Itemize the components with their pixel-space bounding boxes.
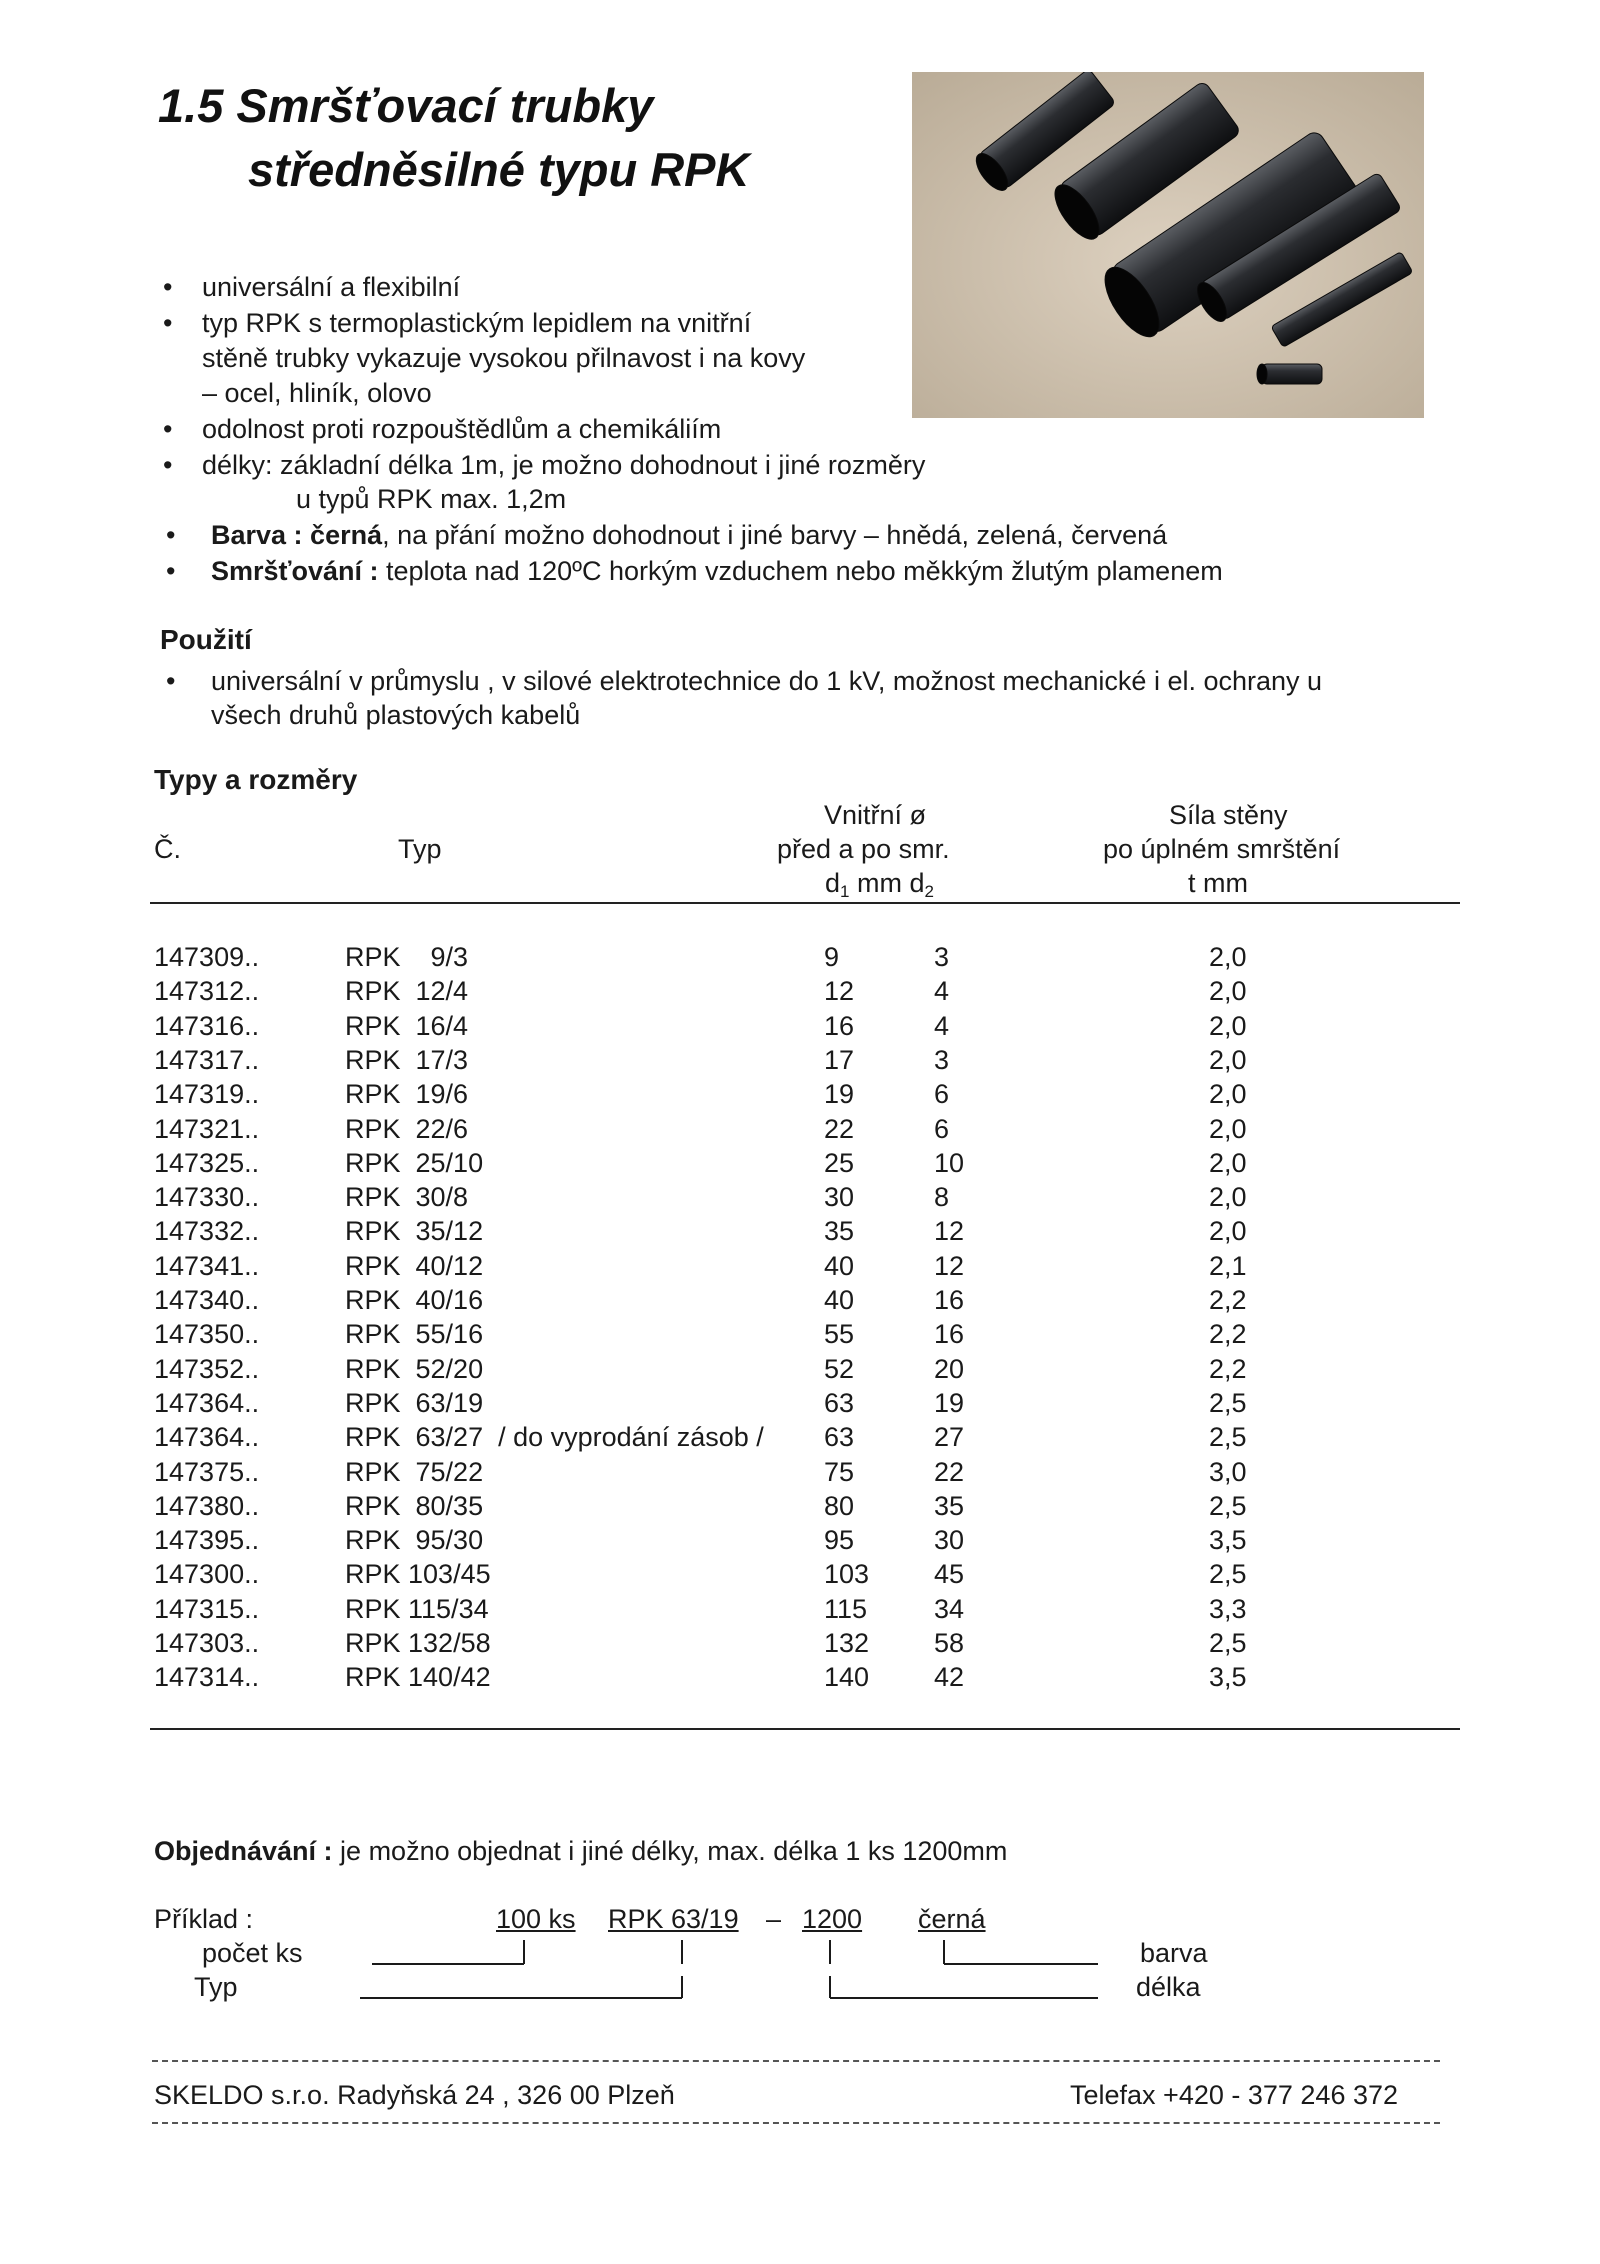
cell-wall: 2,0	[1209, 1010, 1247, 1041]
cell-number: 147340..	[154, 1285, 260, 1315]
table-row	[0, 1386, 1600, 1420]
cell-d2: 45	[934, 1559, 965, 1590]
cell-d2: 4	[934, 1010, 950, 1041]
cell-number: 147309..	[154, 942, 260, 972]
footer-company: SKELDO s.r.o. Radyňská 24 , 326 00 Plzeň	[154, 2080, 675, 2110]
table-row	[0, 974, 1600, 1008]
table-row	[0, 1420, 1600, 1454]
cell-wall: 2,5	[1209, 1559, 1247, 1590]
cell-d1: 95	[824, 1525, 855, 1556]
cell-type: RPK 22/6	[345, 1113, 469, 1144]
cell-type: RPK 30/8	[345, 1182, 469, 1213]
table-heading: Typy a rozměry	[154, 764, 358, 795]
header-type: Typ	[398, 834, 442, 864]
cell-wall: 2,2	[1209, 1285, 1247, 1315]
example-color: černá	[918, 1904, 986, 1934]
header-no: Č.	[154, 834, 181, 864]
feature-shrink	[211, 554, 1223, 589]
feature-1: universální a flexibilní	[202, 272, 461, 302]
cell-wall: 2,5	[1209, 1422, 1247, 1453]
cell-type: RPK 140/42	[345, 1662, 491, 1693]
cell-number: 147364..	[154, 1422, 260, 1453]
cell-d1: 55	[824, 1319, 855, 1350]
cell-d2: 8	[934, 1182, 950, 1213]
cell-d1: 25	[824, 1147, 855, 1178]
cell-d1: 40	[824, 1285, 855, 1315]
cell-d1: 30	[824, 1182, 855, 1213]
color-label: Barva : černá	[211, 520, 383, 550]
bullet-dot: •	[163, 272, 173, 302]
feature-4-line2: u typů RPK max. 1,2m	[296, 484, 567, 514]
footer-phone: Telefax +420 - 377 246 372	[1070, 2080, 1399, 2110]
table-row	[0, 1214, 1600, 1248]
usage-line1: universální v průmyslu , v silové elektrotechnice do 1 kV, možnost mechanické i el. ochrany u	[211, 666, 1323, 696]
header-wall-line3: t mm	[1188, 868, 1248, 898]
cell-d2: 12	[934, 1250, 965, 1281]
cell-d1: 75	[824, 1456, 855, 1487]
cell-d2: 16	[934, 1285, 965, 1315]
cell-d2: 42	[934, 1662, 965, 1693]
cell-wall: 3,5	[1209, 1662, 1247, 1693]
cell-type: RPK 75/22	[345, 1456, 484, 1487]
cell-wall: 2,0	[1209, 1044, 1247, 1075]
feature-4-line1: délky: základní délka 1m, je možno dohodnout i jiné rozměry	[202, 450, 926, 480]
feature-color	[211, 518, 1167, 553]
cell-d1: 19	[824, 1079, 855, 1110]
cell-d2: 3	[934, 942, 950, 972]
bullet-dot: •	[163, 308, 173, 338]
cell-d2: 16	[934, 1319, 965, 1350]
table-row	[0, 1249, 1600, 1283]
cell-d1: 140	[824, 1662, 870, 1693]
table-row	[0, 1043, 1600, 1077]
cell-wall: 3,3	[1209, 1593, 1247, 1624]
cell-d1: 132	[824, 1628, 870, 1658]
header-inner-line2: před a po smr.	[777, 834, 950, 864]
cell-d2: 19	[934, 1387, 965, 1418]
cell-type: RPK 115/34	[345, 1593, 489, 1624]
table-row	[0, 1283, 1600, 1317]
qty-label: počet ks	[202, 1938, 303, 1968]
table-row	[0, 1660, 1600, 1694]
example-dash: –	[766, 1904, 782, 1934]
cell-number: 147375..	[154, 1456, 260, 1487]
bullet-dot: •	[163, 414, 173, 444]
table-top-rule	[150, 902, 1460, 904]
cell-number: 147300..	[154, 1559, 260, 1590]
cell-d1: 52	[824, 1353, 855, 1384]
cell-wall: 2,0	[1209, 1182, 1247, 1213]
cell-wall: 2,0	[1209, 1216, 1247, 1247]
cell-number: 147352..	[154, 1353, 260, 1384]
cell-d2: 22	[934, 1456, 965, 1487]
feature-2-line2: stěně trubky vykazuje vysokou přilnavost i na kovy	[202, 343, 806, 373]
cell-type: RPK 9/3	[345, 942, 469, 972]
cell-d2: 58	[934, 1628, 965, 1658]
feature-2-line3: – ocel, hliník, olovo	[202, 378, 432, 408]
cell-d1: 17	[824, 1044, 855, 1075]
cell-type: RPK 35/12	[345, 1216, 484, 1247]
cell-d1: 35	[824, 1216, 855, 1247]
ordering-line	[154, 1834, 1007, 1869]
header-wall-line1: Síla stěny	[1169, 800, 1288, 830]
table-bottom-rule	[150, 1728, 1460, 1730]
cell-d2: 12	[934, 1216, 965, 1247]
cell-type: RPK 55/16	[345, 1319, 484, 1350]
cell-type: RPK 95/30	[345, 1525, 484, 1556]
cell-number: 147350..	[154, 1319, 260, 1350]
cell-d1: 63	[824, 1387, 855, 1418]
cell-number: 147303..	[154, 1628, 260, 1658]
bullet-dot: •	[166, 520, 176, 550]
table-row	[0, 1455, 1600, 1489]
table-row	[0, 1009, 1600, 1043]
cell-number: 147364..	[154, 1387, 260, 1418]
header-inner-line1: Vnitřní ø	[824, 800, 927, 830]
cell-d2: 6	[934, 1113, 950, 1144]
cell-type: RPK 40/12	[345, 1250, 484, 1281]
cell-wall: 2,2	[1209, 1353, 1247, 1384]
cell-wall: 2,2	[1209, 1319, 1247, 1350]
table-row	[0, 1557, 1600, 1591]
cell-number: 147330..	[154, 1182, 260, 1213]
cell-type: RPK 25/10	[345, 1147, 484, 1178]
table-row	[0, 1489, 1600, 1523]
cell-type: RPK 17/3	[345, 1044, 469, 1075]
cell-wall: 2,5	[1209, 1387, 1247, 1418]
cell-number: 147395..	[154, 1525, 260, 1556]
bullet-dot: •	[166, 556, 176, 586]
cell-type: RPK 63/27 / do vyprodání zásob /	[345, 1422, 764, 1453]
cell-d2: 3	[934, 1044, 950, 1075]
cell-wall: 2,5	[1209, 1490, 1247, 1521]
type-label: Typ	[194, 1972, 238, 2002]
cell-d2: 6	[934, 1079, 950, 1110]
footer-bottom-divider	[152, 2122, 1440, 2124]
cell-d2: 30	[934, 1525, 965, 1556]
cell-d1: 103	[824, 1559, 870, 1590]
color-text: , na přání možno dohodnout i jiné barvy – hnědá, zelená, červená	[382, 520, 1168, 550]
cell-number: 147315..	[154, 1593, 260, 1624]
cell-wall: 2,0	[1209, 1079, 1247, 1110]
ordering-text: je možno objednat i jiné délky, max. délka 1 ks 1200mm	[332, 1836, 1008, 1866]
cell-d2: 27	[934, 1422, 965, 1453]
cell-number: 147316..	[154, 1010, 260, 1041]
cell-type: RPK 12/4	[345, 976, 469, 1007]
cell-wall: 2,0	[1209, 1147, 1247, 1178]
page-title-line1: 1.5 Smršťovací trubky	[158, 79, 654, 132]
cell-number: 147332..	[154, 1216, 260, 1247]
cell-d2: 10	[934, 1147, 965, 1178]
d2-subscript: 2	[924, 882, 934, 901]
cell-d1: 115	[824, 1593, 868, 1624]
feature-2-line1: typ RPK s termoplastickým lepidlem na vnitřní	[202, 308, 752, 338]
cell-d1: 40	[824, 1250, 855, 1281]
table-row	[0, 1523, 1600, 1557]
cell-number: 147314..	[154, 1662, 260, 1693]
cell-type: RPK 52/20	[345, 1353, 484, 1384]
cell-wall: 2,0	[1209, 976, 1247, 1007]
cell-d2: 4	[934, 976, 950, 1007]
mm-d-text: mm d	[849, 868, 925, 898]
cell-number: 147341..	[154, 1250, 260, 1281]
table-row	[0, 1146, 1600, 1180]
table-row	[0, 940, 1600, 974]
cell-number: 147312..	[154, 976, 260, 1007]
page-title-line2: středněsilné typu RPK	[248, 143, 750, 196]
cell-number: 147380..	[154, 1490, 260, 1521]
cell-type: RPK 132/58	[345, 1628, 491, 1658]
ordering-label: Objednávání :	[154, 1836, 333, 1866]
cell-d1: 63	[824, 1422, 855, 1453]
table-row	[0, 1592, 1600, 1626]
cell-d1: 9	[824, 942, 840, 972]
example-qty: 100 ks	[496, 1904, 576, 1934]
bullet-dot: •	[163, 450, 173, 480]
cell-wall: 2,0	[1209, 1113, 1247, 1144]
table-row	[0, 1352, 1600, 1386]
usage-heading: Použití	[160, 624, 252, 655]
example-length: 1200	[802, 1904, 863, 1934]
cell-type: RPK 103/45	[345, 1559, 491, 1590]
cell-wall: 2,0	[1209, 942, 1247, 972]
table-row	[0, 1112, 1600, 1146]
cell-type: RPK 19/6	[345, 1079, 469, 1110]
cell-d2: 34	[934, 1593, 965, 1624]
d1-subscript: 1	[840, 882, 850, 901]
length-field-label: délka	[1136, 1972, 1201, 2002]
color-field-label: barva	[1140, 1938, 1208, 1968]
cell-d1: 16	[824, 1010, 855, 1041]
cell-wall: 3,5	[1209, 1525, 1247, 1556]
cell-type: RPK 63/19	[345, 1387, 484, 1418]
cell-d1: 12	[824, 976, 855, 1007]
cell-wall: 2,5	[1209, 1628, 1247, 1658]
header-wall-line2: po úplném smrštění	[1103, 834, 1341, 864]
table-row	[0, 1180, 1600, 1214]
cell-number: 147321..	[154, 1113, 260, 1144]
d-letter: d	[825, 868, 841, 898]
feature-3: odolnost proti rozpouštědlům a chemikáliím	[202, 414, 722, 444]
example-type: RPK 63/19	[608, 1904, 739, 1934]
table-row	[0, 1317, 1600, 1351]
cell-number: 147319..	[154, 1079, 260, 1110]
usage-line2: všech druhů plastových kabelů	[211, 700, 581, 730]
cell-number: 147317..	[154, 1044, 260, 1075]
example-label: Příklad :	[154, 1904, 254, 1934]
cell-wall: 2,1	[1209, 1250, 1247, 1281]
cell-type: RPK 80/35	[345, 1490, 484, 1521]
cell-wall: 3,0	[1209, 1456, 1247, 1487]
table-row	[0, 1077, 1600, 1111]
bullet-dot: •	[166, 666, 176, 696]
product-photo	[912, 72, 1424, 418]
cell-d2: 35	[934, 1490, 965, 1521]
table-row	[0, 1626, 1600, 1660]
shrink-label: Smršťování :	[211, 556, 379, 586]
cell-d1: 80	[824, 1490, 855, 1521]
footer-top-divider	[152, 2060, 1440, 2062]
cell-number: 147325..	[154, 1147, 260, 1178]
cell-type: RPK 16/4	[345, 1010, 469, 1041]
cell-d2: 20	[934, 1353, 965, 1384]
cell-d1: 22	[824, 1113, 855, 1144]
cell-type: RPK 40/16	[345, 1285, 484, 1315]
shrink-text: teplota nad 120ºC horkým vzduchem nebo měkkým žlutým plamenem	[378, 556, 1223, 586]
